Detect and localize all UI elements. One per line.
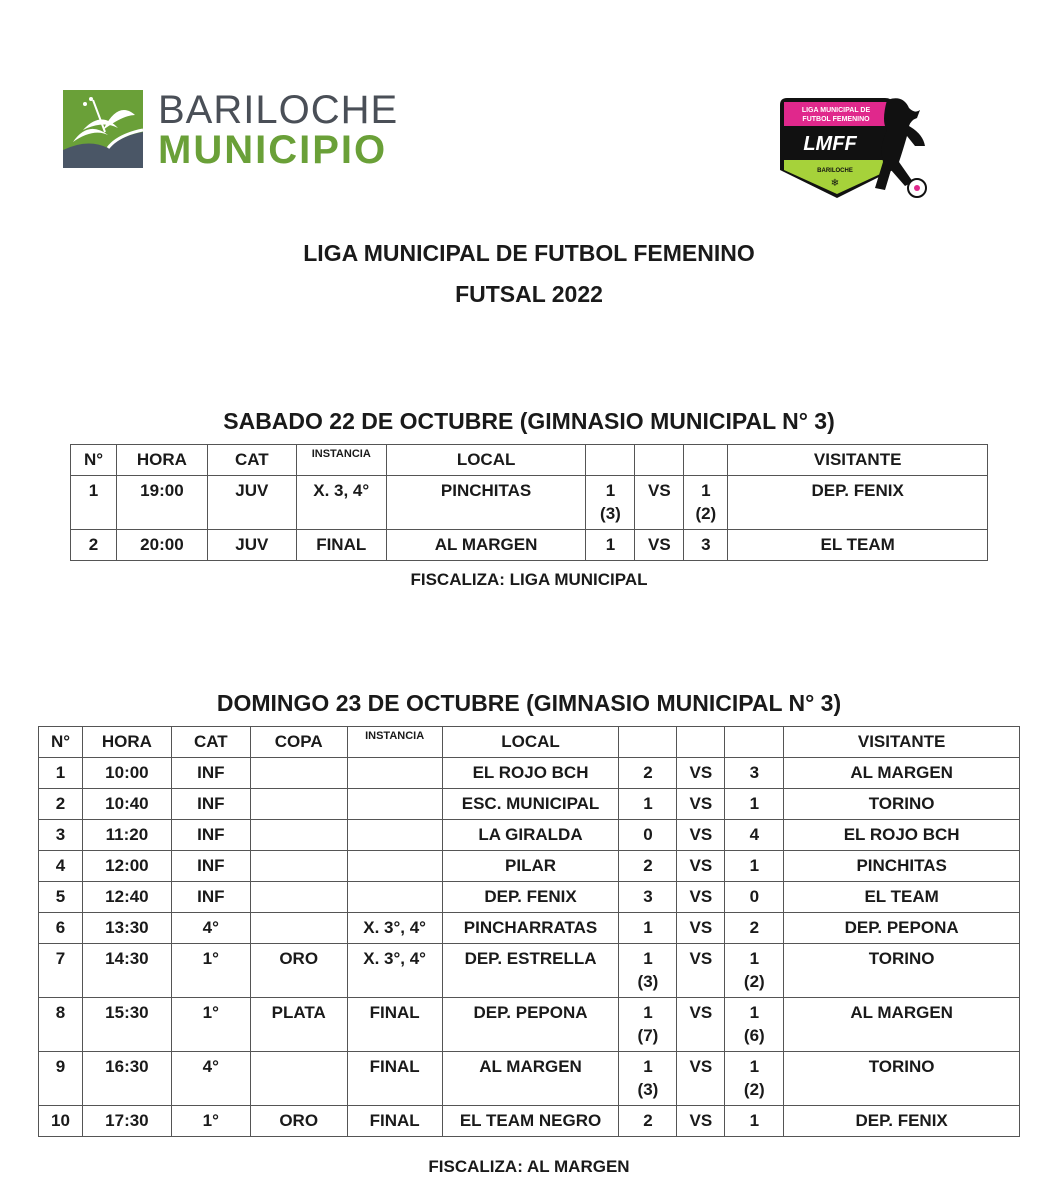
cell-visitante	[784, 851, 1020, 882]
cell-value: 16:30	[105, 1057, 149, 1076]
cell-n	[71, 476, 117, 530]
cell-value: VS	[689, 763, 713, 782]
cell-local	[442, 913, 619, 944]
cell-local	[442, 998, 619, 1052]
cell-visitante	[784, 789, 1020, 820]
cell-visitante	[784, 758, 1020, 789]
cell-vs	[677, 1106, 725, 1137]
cell-instancia	[347, 998, 442, 1052]
col-header-goles-visitante	[684, 445, 728, 476]
cell-cat	[207, 530, 296, 561]
cell-copa	[250, 820, 347, 851]
cell-value: EL ROJO BCH	[843, 825, 960, 844]
cell-value: TORINO	[868, 949, 935, 968]
cell-vs	[677, 998, 725, 1052]
col-header-instancia: INSTANCIA	[347, 727, 442, 758]
cell-value: 10:40	[105, 794, 149, 813]
cell-n	[39, 882, 83, 913]
cell-hora	[82, 944, 171, 998]
cell-value: 1	[749, 856, 760, 875]
col-header-local: LOCAL	[442, 727, 619, 758]
cell-instancia	[347, 882, 442, 913]
cell-value: PILAR	[505, 856, 557, 875]
cell-n	[39, 944, 83, 998]
penalty-score: (2)	[743, 972, 765, 991]
cell-value: INF	[197, 794, 225, 813]
logo-text-municipio: MUNICIPIO	[158, 128, 388, 172]
cell-value: FINAL	[369, 1057, 420, 1076]
cell-n	[39, 1106, 83, 1137]
table-row	[39, 789, 1020, 820]
cell-vs	[677, 851, 725, 882]
table-row	[39, 998, 1020, 1052]
penalty-score: (7)	[637, 1026, 659, 1045]
cell-value: 1	[605, 481, 616, 500]
cell-value: VS	[689, 1003, 713, 1022]
cell-visitante	[728, 530, 988, 561]
cell-local	[386, 530, 586, 561]
cell-hora	[116, 476, 207, 530]
cell-visitante	[784, 998, 1020, 1052]
cell-value: 1	[643, 949, 653, 968]
cell-vs	[677, 1052, 725, 1106]
cell-value: 14:30	[105, 949, 149, 968]
cell-local	[442, 851, 619, 882]
cell-value: DEP. PEPONA	[844, 918, 959, 937]
cell-goles-local	[619, 913, 677, 944]
cell-value: 1	[643, 794, 653, 813]
cell-visitante	[784, 913, 1020, 944]
cell-value: EL TEAM	[820, 535, 895, 554]
cell-n	[39, 998, 83, 1052]
col-header-goles-local	[619, 727, 677, 758]
cell-goles-local	[586, 530, 635, 561]
table-row	[39, 882, 1020, 913]
cell-vs	[677, 913, 725, 944]
cell-value: VS	[648, 481, 671, 500]
cell-value: DEP. FENIX	[855, 1111, 948, 1130]
col-header-copa: COPA	[250, 727, 347, 758]
cell-n	[71, 530, 117, 561]
sunday-section-title: DOMINGO 23 DE OCTUBRE (GIMNASIO MUNICIPAL N° 3)	[216, 690, 842, 716]
cell-value: 15:30	[105, 1003, 149, 1022]
cell-vs	[677, 789, 725, 820]
cell-value: 2	[88, 535, 99, 554]
cell-visitante	[784, 1106, 1020, 1137]
snowflake-icon: ❄	[830, 178, 840, 189]
cell-n	[39, 913, 83, 944]
cell-value: 1	[88, 481, 99, 500]
cell-value: 10	[51, 1111, 70, 1130]
cell-goles-visit	[725, 758, 784, 789]
cell-goles-local	[619, 998, 677, 1052]
cell-value: DEP. FENIX	[811, 481, 904, 500]
cell-value: VS	[689, 949, 713, 968]
cell-hora	[82, 851, 171, 882]
cell-vs	[635, 476, 684, 530]
cell-value: TORINO	[868, 1057, 935, 1076]
col-header-hora: HORA	[116, 445, 207, 476]
cell-value: 1	[643, 1057, 653, 1076]
cell-vs	[677, 820, 725, 851]
col-header-n: N°	[71, 445, 117, 476]
penalty-score: (2)	[695, 504, 717, 523]
cell-instancia	[296, 476, 386, 530]
cell-value: 1	[643, 1003, 653, 1022]
cell-value: 1	[749, 1057, 760, 1076]
cell-value: DEP. FENIX	[484, 887, 577, 906]
cell-value: 1	[749, 794, 760, 813]
lmff-bottom-text: BARILOCHE	[817, 168, 853, 174]
cell-value: 11:20	[105, 825, 149, 844]
table-row	[39, 1106, 1020, 1137]
cell-copa	[250, 913, 347, 944]
cell-goles-local	[619, 1052, 677, 1106]
cell-visitante	[784, 820, 1020, 851]
cell-n	[39, 758, 83, 789]
cell-instancia	[347, 851, 442, 882]
cell-value: ORO	[279, 949, 319, 968]
cell-value: PINCHARRATAS	[463, 918, 598, 937]
cell-cat	[171, 1052, 250, 1106]
cell-value: 12:40	[105, 887, 149, 906]
cell-n	[39, 1052, 83, 1106]
cell-value: JUV	[235, 481, 269, 500]
cell-hora	[82, 1052, 171, 1106]
cell-cat	[171, 758, 250, 789]
cell-cat	[171, 998, 250, 1052]
cell-goles-visit	[684, 476, 728, 530]
cell-goles-visit	[725, 1052, 784, 1106]
cell-copa	[250, 1052, 347, 1106]
cell-hora	[82, 758, 171, 789]
col-header-local: LOCAL	[386, 445, 586, 476]
lmff-top-text-1: LIGA MUNICIPAL DE	[801, 107, 871, 114]
cell-value: 7	[55, 949, 66, 968]
cell-value: 19:00	[140, 481, 184, 500]
cell-value: 12:00	[105, 856, 149, 875]
cell-cat	[171, 851, 250, 882]
cell-local	[442, 820, 619, 851]
cell-value: EL TEAM	[864, 887, 939, 906]
cell-n	[39, 820, 83, 851]
table-row	[39, 913, 1020, 944]
lmff-logo	[775, 90, 935, 205]
table-row	[71, 530, 988, 561]
cell-instancia	[347, 1106, 442, 1137]
cell-copa	[250, 944, 347, 998]
col-header-hora: HORA	[82, 727, 171, 758]
cell-hora	[82, 820, 171, 851]
cell-value: 1	[55, 763, 66, 782]
cell-goles-visit	[725, 944, 784, 998]
cell-cat	[171, 789, 250, 820]
cell-value: 20:00	[140, 535, 184, 554]
cell-visitante	[728, 476, 988, 530]
cell-value: 5	[55, 887, 66, 906]
cell-value: VS	[648, 535, 671, 554]
cell-hora	[82, 998, 171, 1052]
penalty-score: (3)	[600, 504, 621, 523]
cell-value: 1°	[202, 1003, 219, 1022]
cell-cat	[171, 1106, 250, 1137]
cell-vs	[677, 882, 725, 913]
cell-copa	[250, 758, 347, 789]
cell-value: VS	[689, 918, 713, 937]
cell-vs	[677, 944, 725, 998]
cell-goles-local	[586, 476, 635, 530]
cell-copa	[250, 882, 347, 913]
lmff-shield-icon	[775, 90, 935, 205]
cell-goles-visit	[725, 882, 784, 913]
cell-value: 1°	[202, 1111, 219, 1130]
cell-goles-local	[619, 851, 677, 882]
cell-cat	[171, 882, 250, 913]
cell-value: 0	[643, 825, 653, 844]
cell-value: 10:00	[105, 763, 149, 782]
cell-hora	[82, 789, 171, 820]
saturday-section-title: SABADO 22 DE OCTUBRE (GIMNASIO MUNICIPAL N° 3)	[223, 408, 835, 434]
cell-value: 4°	[202, 918, 219, 937]
cell-value: 13:30	[105, 918, 149, 937]
lmff-acronym: LMFF	[803, 133, 857, 155]
cell-value: TORINO	[868, 794, 935, 813]
col-header-cat: CAT	[207, 445, 296, 476]
cell-instancia	[347, 789, 442, 820]
cell-value: DEP. ESTRELLA	[464, 949, 597, 968]
cell-value: AL MARGEN	[850, 763, 953, 782]
cell-goles-local	[619, 789, 677, 820]
cell-value: LA GIRALDA	[478, 825, 583, 844]
cell-visitante	[784, 882, 1020, 913]
cell-goles-local	[619, 944, 677, 998]
cell-value: 1	[605, 535, 616, 554]
table-header-row	[71, 445, 988, 476]
cell-n	[39, 789, 83, 820]
cell-value: 1	[749, 949, 760, 968]
cell-value: 2	[643, 763, 653, 782]
cell-goles-visit	[725, 998, 784, 1052]
cell-copa	[250, 1106, 347, 1137]
cell-value: 1	[749, 1111, 760, 1130]
cell-value: 17:30	[105, 1111, 149, 1130]
cell-value: JUV	[235, 535, 269, 554]
col-header-vs	[677, 727, 725, 758]
cell-value: 1°	[202, 949, 219, 968]
cell-value: DEP. PEPONA	[473, 1003, 588, 1022]
col-header-visitante: VISITANTE	[728, 445, 988, 476]
cell-value: 3	[701, 535, 711, 554]
col-header-goles-local	[586, 445, 635, 476]
cell-goles-local	[619, 820, 677, 851]
cell-value: X. 3°, 4°	[363, 949, 426, 968]
cell-value: 1	[701, 481, 711, 500]
cell-copa	[250, 998, 347, 1052]
cell-value: 4°	[202, 1057, 219, 1076]
cell-goles-visit	[725, 820, 784, 851]
cell-value: 2	[749, 918, 760, 937]
cell-local	[386, 476, 586, 530]
cell-value: 8	[55, 1003, 66, 1022]
cell-value: 4	[749, 825, 760, 844]
cell-hora	[82, 882, 171, 913]
cell-value: 3	[55, 825, 66, 844]
cell-n	[39, 851, 83, 882]
col-header-instancia: INSTANCIA	[296, 445, 386, 476]
cell-goles-local	[619, 882, 677, 913]
cell-value: INF	[197, 856, 225, 875]
cell-value: PINCHITAS	[440, 481, 532, 500]
lmff-top-text-2: FUTBOL FEMENINO	[802, 116, 870, 123]
cell-goles-visit	[725, 851, 784, 882]
table-row	[39, 851, 1020, 882]
cell-value: 2	[643, 1111, 653, 1130]
cell-goles-visit	[684, 530, 728, 561]
flower-book-icon	[63, 90, 143, 168]
cell-value: 3	[643, 887, 653, 906]
cell-value: EL TEAM NEGRO	[459, 1111, 602, 1130]
cell-value: 1	[749, 1003, 760, 1022]
table-row	[39, 758, 1020, 789]
cell-cat	[171, 820, 250, 851]
cell-value: FINAL	[369, 1003, 420, 1022]
cell-value: INF	[197, 825, 225, 844]
cell-value: 0	[749, 887, 760, 906]
table-row	[39, 1052, 1020, 1106]
cell-local	[442, 882, 619, 913]
cell-value: X. 3°, 4°	[363, 918, 426, 937]
cell-value: 2	[643, 856, 653, 875]
cell-value: ORO	[279, 1111, 319, 1130]
cell-value: 4	[55, 856, 66, 875]
cell-visitante	[784, 944, 1020, 998]
cell-instancia	[347, 758, 442, 789]
cell-value: VS	[689, 794, 713, 813]
cell-value: X. 3, 4°	[313, 481, 370, 500]
page-title: LIGA MUNICIPAL DE FUTBOL FEMENINO	[303, 240, 755, 266]
cell-hora	[116, 530, 207, 561]
cell-value: PINCHITAS	[856, 856, 947, 875]
cell-instancia	[347, 1052, 442, 1106]
cell-instancia	[347, 820, 442, 851]
cell-goles-visit	[725, 913, 784, 944]
cell-hora	[82, 913, 171, 944]
col-header-vs	[635, 445, 684, 476]
saturday-fiscaliza: FISCALIZA: LIGA MUNICIPAL	[410, 570, 648, 589]
cell-local	[442, 789, 619, 820]
cell-value: INF	[197, 763, 225, 782]
cell-value: VS	[689, 825, 713, 844]
cell-instancia	[296, 530, 386, 561]
cell-value: FINAL	[316, 535, 367, 554]
cell-copa	[250, 789, 347, 820]
cell-goles-visit	[725, 1106, 784, 1137]
penalty-score: (6)	[743, 1026, 765, 1045]
sunday-fiscaliza: FISCALIZA: AL MARGEN	[428, 1157, 630, 1176]
cell-value: VS	[689, 1111, 713, 1130]
cell-local	[442, 758, 619, 789]
col-header-visitante: VISITANTE	[784, 727, 1020, 758]
cell-instancia	[347, 944, 442, 998]
table-header-row	[39, 727, 1020, 758]
penalty-score: (3)	[637, 972, 659, 991]
table-row	[39, 820, 1020, 851]
logo-text-bariloche: BARILOCHE	[158, 88, 399, 132]
cell-value: 9	[55, 1057, 66, 1076]
cell-value: VS	[689, 887, 713, 906]
cell-value: INF	[197, 887, 225, 906]
bariloche-municipio-logo	[63, 90, 408, 170]
cell-value: VS	[689, 1057, 713, 1076]
cell-value: 3	[749, 763, 760, 782]
cell-cat	[171, 913, 250, 944]
table-row	[71, 476, 988, 530]
cell-hora	[82, 1106, 171, 1137]
cell-cat	[207, 476, 296, 530]
cell-visitante	[784, 1052, 1020, 1106]
cell-value: 1	[643, 918, 653, 937]
cell-local	[442, 944, 619, 998]
cell-local	[442, 1106, 619, 1137]
cell-value: ESC. MUNICIPAL	[461, 794, 600, 813]
cell-value: AL MARGEN	[850, 1003, 953, 1022]
cell-goles-local	[619, 1106, 677, 1137]
cell-value: EL ROJO BCH	[472, 763, 589, 782]
col-header-n: N°	[39, 727, 83, 758]
cell-value: 6	[55, 918, 66, 937]
cell-value: VS	[689, 856, 713, 875]
cell-value: FINAL	[369, 1111, 420, 1130]
sunday-fixture-table	[38, 726, 1020, 1137]
cell-vs	[677, 758, 725, 789]
table-row	[39, 944, 1020, 998]
page-subtitle: FUTSAL 2022	[455, 281, 603, 307]
cell-value: AL MARGEN	[479, 1057, 582, 1076]
cell-copa	[250, 851, 347, 882]
cell-goles-visit	[725, 789, 784, 820]
cell-local	[442, 1052, 619, 1106]
penalty-score: (2)	[743, 1080, 765, 1099]
saturday-fixture-table	[70, 444, 988, 561]
cell-instancia	[347, 913, 442, 944]
cell-cat	[171, 944, 250, 998]
penalty-score: (3)	[637, 1080, 659, 1099]
cell-vs	[635, 530, 684, 561]
cell-goles-local	[619, 758, 677, 789]
cell-value: 2	[55, 794, 66, 813]
cell-value: AL MARGEN	[434, 535, 538, 554]
col-header-goles-visitante	[725, 727, 784, 758]
cell-value: PLATA	[271, 1003, 326, 1022]
col-header-cat: CAT	[171, 727, 250, 758]
